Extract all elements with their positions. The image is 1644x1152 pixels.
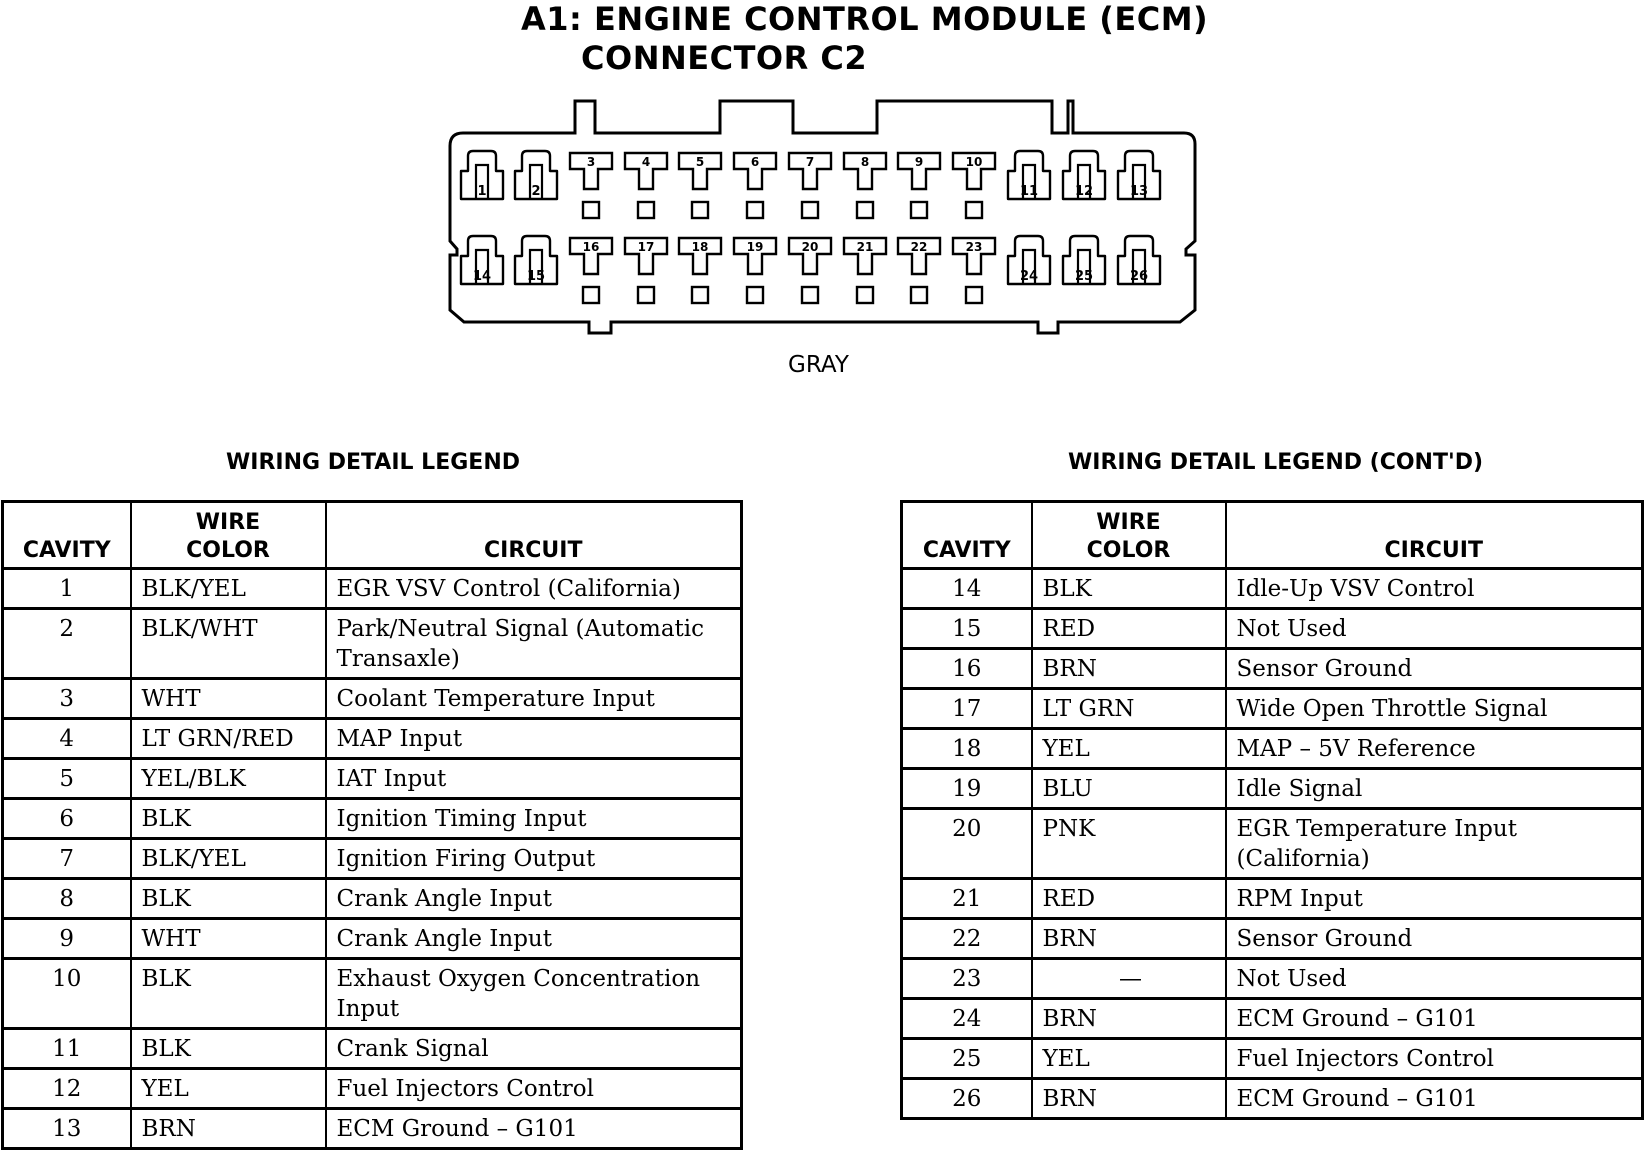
cavity-cell: 6 (3, 799, 131, 839)
pin-number: 3 (586, 155, 596, 169)
pin-number: 9 (914, 155, 924, 169)
pin-number: 13 (1129, 184, 1149, 199)
wire-color-cell: RED (1032, 879, 1226, 919)
connector-diagram (0, 0, 1644, 400)
cavity-cell: 13 (3, 1109, 131, 1149)
pin-number: 7 (805, 155, 815, 169)
header-cavity: CAVITY (3, 502, 131, 569)
pin-number: 5 (695, 155, 705, 169)
pin-cavity (953, 238, 995, 303)
pin-number: 1 (477, 184, 487, 199)
table-header-row (3, 502, 742, 569)
pin-lock-window (583, 287, 599, 303)
pin-cavity (1118, 151, 1160, 199)
circuit-cell: Coolant Temperature Input (326, 679, 742, 719)
table-row (3, 609, 742, 679)
wire-color-cell: RED (1032, 609, 1226, 649)
circuit-cell: Exhaust Oxygen Concentration Input (326, 959, 742, 1029)
pin-number: 15 (526, 269, 546, 284)
table-row (3, 569, 742, 609)
pin-cavity (898, 238, 940, 303)
table-row (902, 1079, 1643, 1119)
header-wire: WIRE (195, 510, 261, 535)
pin-cavity (953, 153, 995, 218)
cavity-cell: 20 (902, 809, 1032, 879)
circuit-cell: Sensor Ground (1226, 649, 1643, 689)
pin-number: 8 (860, 155, 870, 169)
cavity-cell: 12 (3, 1069, 131, 1109)
page-subtitle: CONNECTOR C2 (581, 39, 868, 77)
table-row (902, 1039, 1643, 1079)
pin-number: 11 (1019, 184, 1039, 199)
table-row (902, 649, 1643, 689)
pin-lock-window (802, 287, 818, 303)
cavity-cell: 3 (3, 679, 131, 719)
wire-color-cell: LT GRN (1032, 689, 1226, 729)
wire-color-cell: BLU (1032, 769, 1226, 809)
header-wire-color (1032, 502, 1226, 569)
header-circuit: CIRCUIT (1226, 502, 1643, 569)
pin-cavity (1118, 236, 1160, 284)
cavity-cell: 18 (902, 729, 1032, 769)
pin-cavity (1063, 151, 1105, 199)
cavity-cell: 15 (902, 609, 1032, 649)
pin-cavity (898, 153, 940, 218)
connector-color-label: GRAY (788, 352, 849, 378)
pin-cavity (789, 238, 831, 303)
wire-color-cell: BRN (131, 1109, 326, 1149)
pin-number: 24 (1019, 269, 1039, 284)
circuit-cell: Not Used (1226, 609, 1643, 649)
cavity-cell: 10 (3, 959, 131, 1029)
header-color: COLOR (1086, 538, 1171, 563)
wire-color-cell: WHT (131, 679, 326, 719)
pin-number: 18 (691, 240, 709, 254)
wire-color-cell: BRN (1032, 919, 1226, 959)
pin-cavity (1008, 236, 1050, 284)
wire-color-cell: LT GRN/RED (131, 719, 326, 759)
circuit-cell: Idle-Up VSV Control (1226, 569, 1643, 609)
circuit-cell: Not Used (1226, 959, 1643, 999)
table-row (3, 799, 742, 839)
pin-lock-window (966, 202, 982, 218)
pin-cavity (679, 238, 721, 303)
circuit-cell: MAP – 5V Reference (1226, 729, 1643, 769)
cavity-cell: 21 (902, 879, 1032, 919)
table-row (3, 719, 742, 759)
table-row (3, 1109, 742, 1149)
cavity-cell: 5 (3, 759, 131, 799)
circuit-cell: Idle Signal (1226, 769, 1643, 809)
pin-number: 20 (801, 240, 819, 254)
circuit-cell: Sensor Ground (1226, 919, 1643, 959)
pin-number: 2 (531, 184, 541, 199)
circuit-cell: Crank Angle Input (326, 919, 742, 959)
cavity-cell: 9 (3, 919, 131, 959)
circuit-cell: ECM Ground – G101 (326, 1109, 742, 1149)
circuit-cell: Crank Signal (326, 1029, 742, 1069)
wire-color-cell: BLK/YEL (131, 839, 326, 879)
wire-color-cell: BLK (131, 799, 326, 839)
pin-lock-window (857, 202, 873, 218)
wiring-legend-table (1, 500, 743, 1150)
table-row (3, 919, 742, 959)
table-row (902, 609, 1643, 649)
cavity-cell: 25 (902, 1039, 1032, 1079)
pin-lock-window (747, 287, 763, 303)
table-row (902, 569, 1643, 609)
pin-cavity (679, 153, 721, 218)
wire-color-cell: BRN (1032, 999, 1226, 1039)
wire-color-cell: YEL (1032, 729, 1226, 769)
cavity-cell: 16 (902, 649, 1032, 689)
legend-title: WIRING DETAIL LEGEND (226, 450, 520, 475)
pin-number: 12 (1074, 184, 1094, 199)
circuit-cell: Ignition Firing Output (326, 839, 742, 879)
table-row (902, 999, 1643, 1039)
pin-lock-window (747, 202, 763, 218)
header-circuit: CIRCUIT (326, 502, 742, 569)
pin-cavity (734, 238, 776, 303)
wire-color-cell: BRN (1032, 1079, 1226, 1119)
circuit-cell: EGR Temperature Input (California) (1226, 809, 1643, 879)
wire-color-cell: BLK/WHT (131, 609, 326, 679)
table-row (902, 919, 1643, 959)
header-color: COLOR (186, 538, 270, 563)
pin-cavity (570, 153, 612, 218)
wire-color-cell: BLK (131, 1029, 326, 1069)
pin-lock-window (692, 287, 708, 303)
pin-number: 21 (856, 240, 874, 254)
table-row (902, 809, 1643, 879)
pin-number: 22 (910, 240, 928, 254)
pin-cavity (734, 153, 776, 218)
pin-number: 23 (965, 240, 983, 254)
cavity-cell: 24 (902, 999, 1032, 1039)
pin-number: 10 (965, 155, 983, 169)
wire-color-cell: PNK (1032, 809, 1226, 879)
pin-lock-window (638, 287, 654, 303)
pin-cavity (844, 153, 886, 218)
circuit-cell: ECM Ground – G101 (1226, 999, 1643, 1039)
pin-cavity (625, 238, 667, 303)
cavity-cell: 11 (3, 1029, 131, 1069)
table-row (3, 759, 742, 799)
table-row (902, 689, 1643, 729)
pin-number: 26 (1129, 269, 1149, 284)
wire-color-cell: BLK (1032, 569, 1226, 609)
pin-lock-window (638, 202, 654, 218)
pin-cavity (1063, 236, 1105, 284)
cavity-cell: 4 (3, 719, 131, 759)
header-wire: WIRE (1096, 510, 1161, 535)
pin-number: 16 (582, 240, 600, 254)
table-row (3, 879, 742, 919)
pin-cavity (461, 151, 503, 199)
pin-cavity (1008, 151, 1050, 199)
circuit-cell: Park/Neutral Signal (Automatic Transaxle) (326, 609, 742, 679)
circuit-cell: RPM Input (1226, 879, 1643, 919)
wiring-legend-table-contd (900, 500, 1644, 1120)
page-title: A1: ENGINE CONTROL MODULE (ECM) (521, 0, 1209, 38)
cavity-cell: 1 (3, 569, 131, 609)
circuit-cell: Fuel Injectors Control (1226, 1039, 1643, 1079)
circuit-cell: IAT Input (326, 759, 742, 799)
pin-cavity (515, 236, 557, 284)
cavity-cell: 17 (902, 689, 1032, 729)
pin-lock-window (692, 202, 708, 218)
pin-number: 25 (1074, 269, 1094, 284)
circuit-cell: MAP Input (326, 719, 742, 759)
table-row (902, 729, 1643, 769)
table-row (902, 879, 1643, 919)
circuit-cell: Ignition Timing Input (326, 799, 742, 839)
pin-cavity (844, 238, 886, 303)
cavity-cell: 7 (3, 839, 131, 879)
wire-color-cell: YEL (1032, 1039, 1226, 1079)
table-row (3, 679, 742, 719)
wire-color-cell: — (1032, 959, 1226, 999)
pin-lock-window (911, 287, 927, 303)
circuit-cell: Wide Open Throttle Signal (1226, 689, 1643, 729)
connector-outline (450, 101, 1195, 333)
wire-color-cell: YEL/BLK (131, 759, 326, 799)
table-row (902, 959, 1643, 999)
pin-number: 17 (637, 240, 655, 254)
pin-cavity (515, 151, 557, 199)
table-row (3, 839, 742, 879)
header-cavity: CAVITY (902, 502, 1032, 569)
pin-number: 14 (472, 269, 492, 284)
circuit-cell: ECM Ground – G101 (1226, 1079, 1643, 1119)
pin-number: 6 (750, 155, 760, 169)
legend-title-contd: WIRING DETAIL LEGEND (CONT'D) (1068, 450, 1484, 475)
pin-cavity (789, 153, 831, 218)
wire-color-cell: BLK (131, 879, 326, 919)
circuit-cell: Fuel Injectors Control (326, 1069, 742, 1109)
table-row (3, 959, 742, 1029)
cavity-cell: 23 (902, 959, 1032, 999)
circuit-cell: EGR VSV Control (California) (326, 569, 742, 609)
pin-lock-window (857, 287, 873, 303)
table-header-row (902, 502, 1643, 569)
pin-number: 19 (746, 240, 764, 254)
wire-color-cell: BLK/YEL (131, 569, 326, 609)
cavity-cell: 8 (3, 879, 131, 919)
cavity-cell: 14 (902, 569, 1032, 609)
pin-lock-window (966, 287, 982, 303)
cavity-cell: 22 (902, 919, 1032, 959)
wire-color-cell: WHT (131, 919, 326, 959)
wire-color-cell: YEL (131, 1069, 326, 1109)
pin-lock-window (911, 202, 927, 218)
pin-number: 4 (641, 155, 651, 169)
pin-cavity (570, 238, 612, 303)
header-wire-color (131, 502, 326, 569)
wire-color-cell: BRN (1032, 649, 1226, 689)
cavity-cell: 2 (3, 609, 131, 679)
cavity-cell: 26 (902, 1079, 1032, 1119)
table-row (3, 1029, 742, 1069)
pin-lock-window (802, 202, 818, 218)
cavity-cell: 19 (902, 769, 1032, 809)
table-row (902, 769, 1643, 809)
wire-color-cell: BLK (131, 959, 326, 1029)
circuit-cell: Crank Angle Input (326, 879, 742, 919)
table-row (3, 1069, 742, 1109)
pin-lock-window (583, 202, 599, 218)
pin-cavity (625, 153, 667, 218)
pin-cavity (461, 236, 503, 284)
